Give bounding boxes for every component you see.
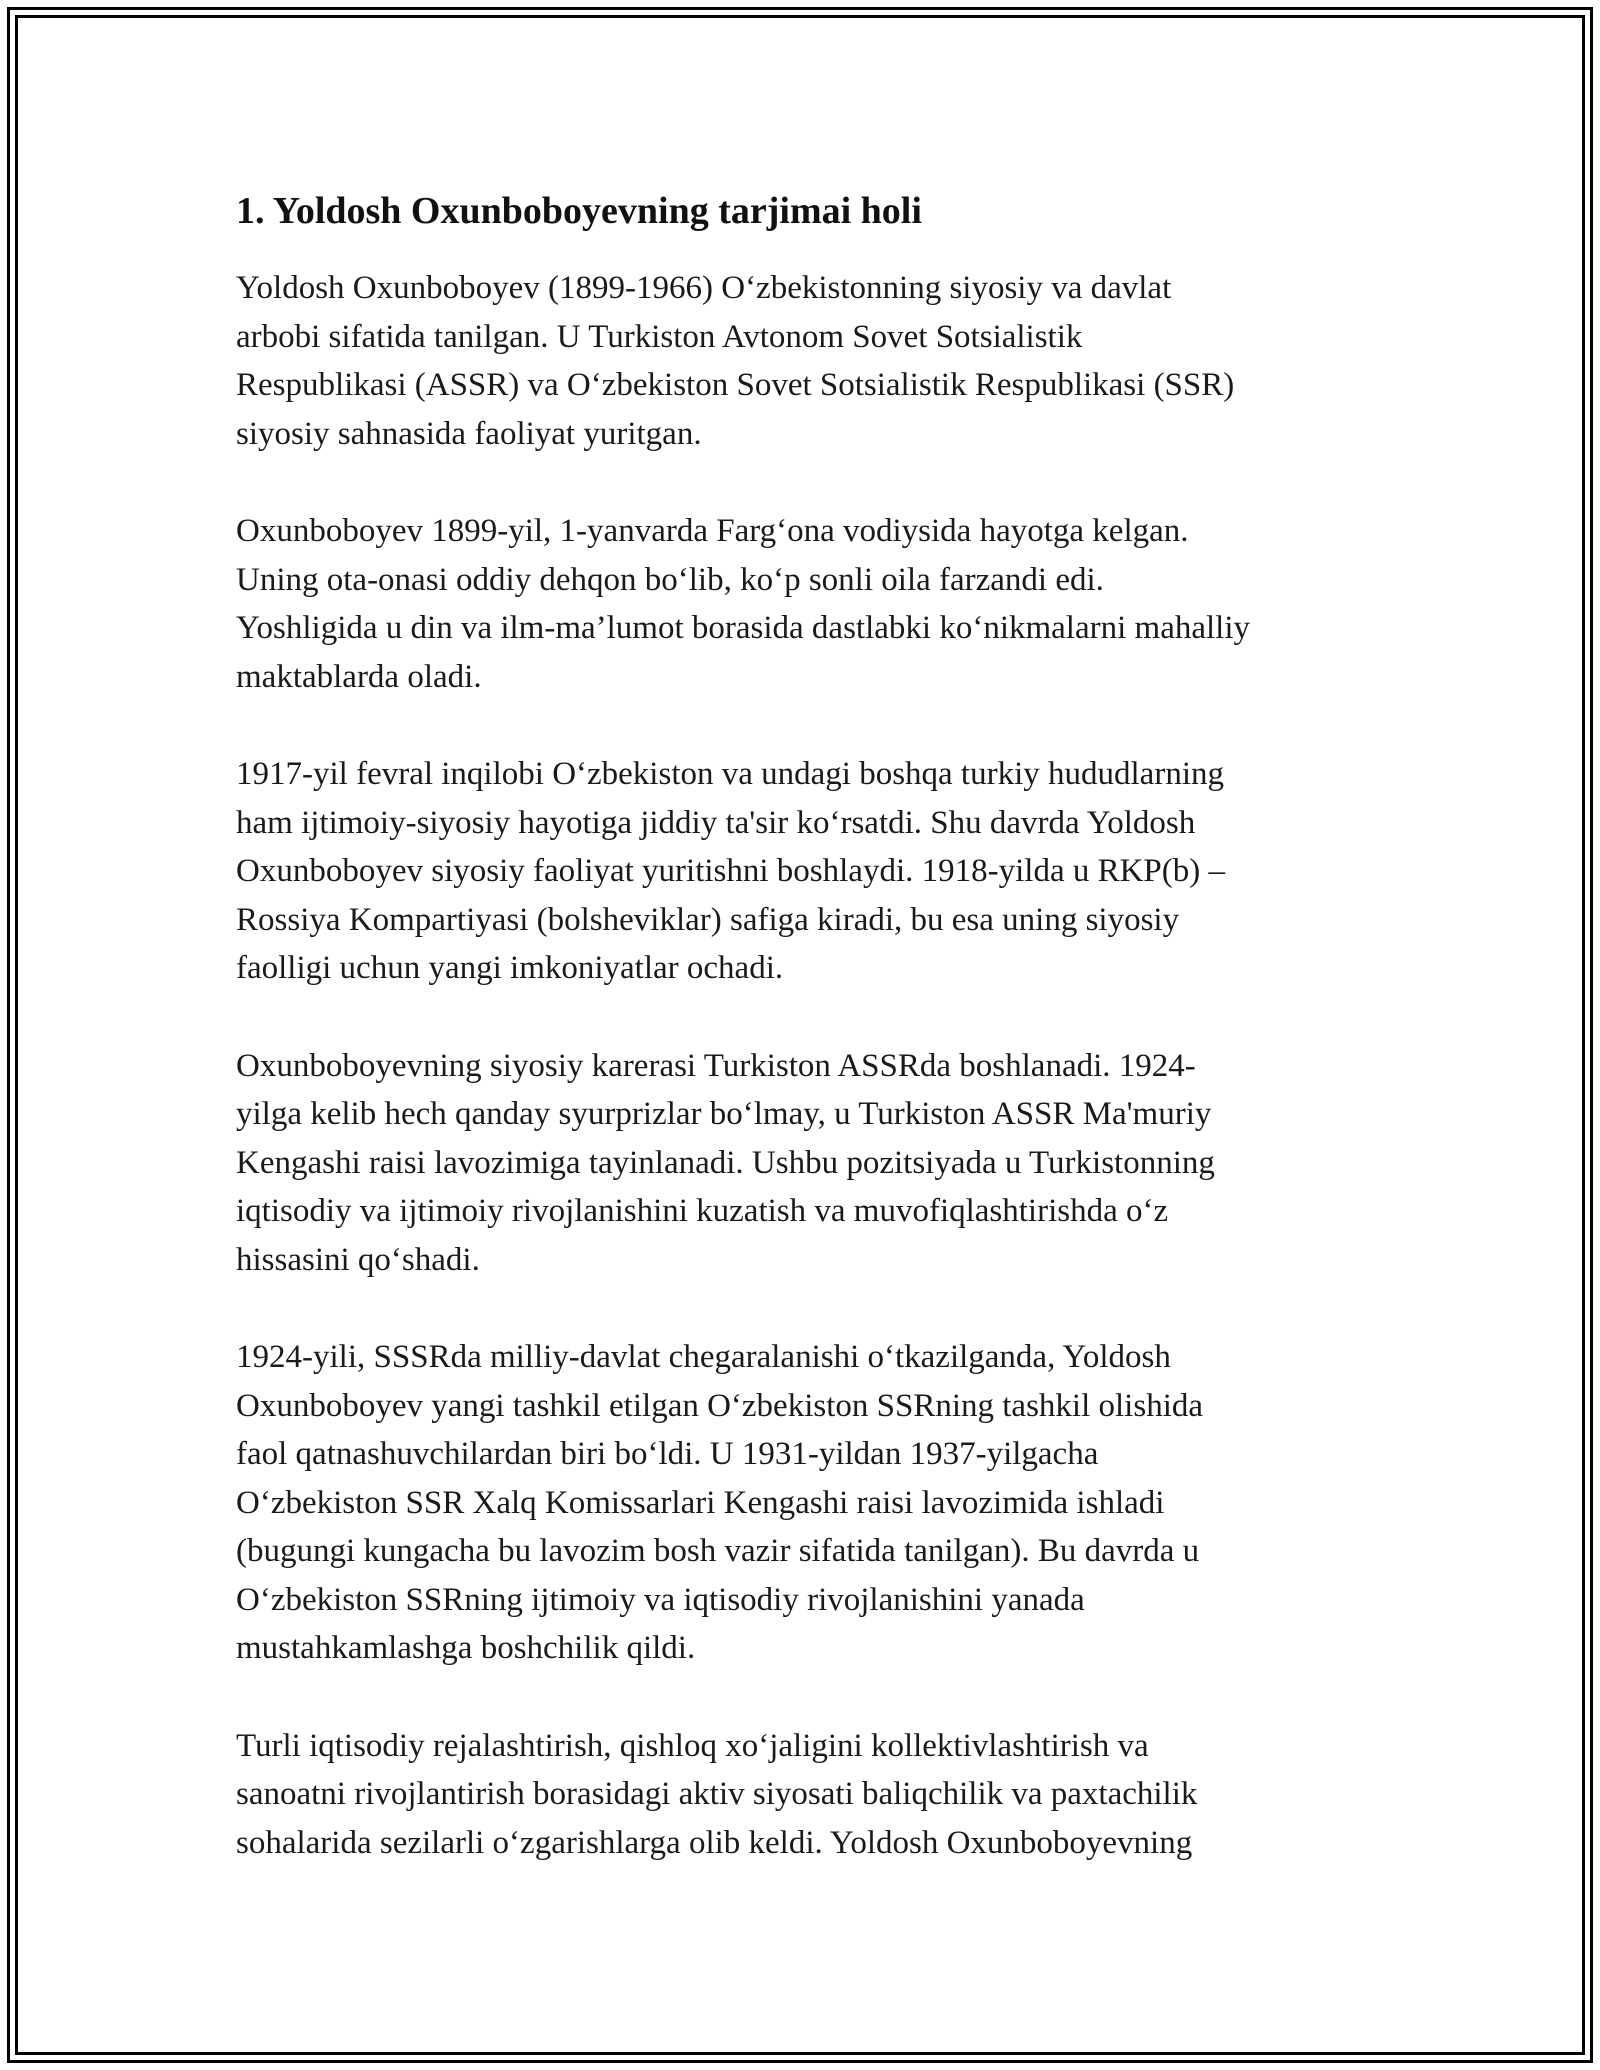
section-heading: 1. Yoldosh Oxunboboyevning tarjimai holi [236, 190, 922, 232]
paragraph: Oxunboboyevning siyosiy karerasi Turkiston ASSRda boshlanadi. 1924- yilga kelib hech qanday syurprizlar bo‘lmay, u Turkiston ASSR Ma'muriy Kengashi raisi lavozimiga tayinlanadi. Ushbu pozitsiyada u Turkistonning iqtisodiy va ijtimoiy rivojlanishini kuzatish va muvofiqlashtirishda o‘z hissasini qo‘shadi. [236, 1047, 1215, 1278]
paragraph: 1924-yili, SSSRda milliy-davlat chegaralanishi o‘tkazilganda, Yoldosh Oxunboboyev yangi tashkil etilgan O‘zbekiston SSRning tashkil olishida faol qatnashuvchilardan biri bo‘ldi. U 1931-yildan 1937-yilgacha O‘zbekiston SSR Xalq Komissarlari Kengashi raisi lavozimida ishladi (bugungi kungacha bu lavozim bosh vazir sifatida tanilgan). Bu davrda u O‘zbekiston SSRning ijtimoiy va iqtisodiy rivojlanishini yanada mustahkamlashga boshchilik qildi. [236, 1339, 1204, 1666]
paragraph: 1917-yil fevral inqilobi O‘zbekiston va undagi boshqa turkiy hududlarning ham ijtimoiy-siyosiy hayotiga jiddiy ta'sir ko‘rsatdi. Shu davrda Yoldosh Oxunboboyev siyosiy faoliyat yuritishni boshlaydi. 1918-yilda u RKP(b) – Rossiya Kompartiyasi (bolsheviklar) safiga kiradi, bu esa uning siyosiy faolligi uchun yangi imkoniyatlar ochadi. [236, 756, 1226, 986]
document-body [236, 186, 1376, 1916]
paragraph: Oxunboboyev 1899-yil, 1-yanvarda Farg‘ona vodiysida hayotga kelgan. Uning ota-onasi oddiy dehqon bo‘lib, ko‘p sonli oila farzandi edi. Yoshligida u din va ilm-ma’lumot borasida dastlabki ko‘nikmalarni mahalliy maktablarda oladi. [236, 513, 1250, 695]
paragraph: Yoldosh Oxunboboyev (1899-1966) O‘zbekistonning siyosiy va davlat arbobi sifatida tanilgan. U Turkiston Avtonom Sovet Sotsialistik Respublikasi (ASSR) va O‘zbekiston Sovet Sotsialistik Respublikasi (SSR) siyosiy sahnasida faoliyat yuritgan. [236, 270, 1235, 452]
paragraph: Turli iqtisodiy rejalashtirish, qishloq xo‘jaligini kollektivlashtirish va sanoatni rivojlantirish borasidagi aktiv siyosati baliqchilik va paxtachilik sohalarida sezilarli o‘zgarishlarga olib keldi. Yoldosh Oxunboboyevning [236, 1727, 1198, 1861]
